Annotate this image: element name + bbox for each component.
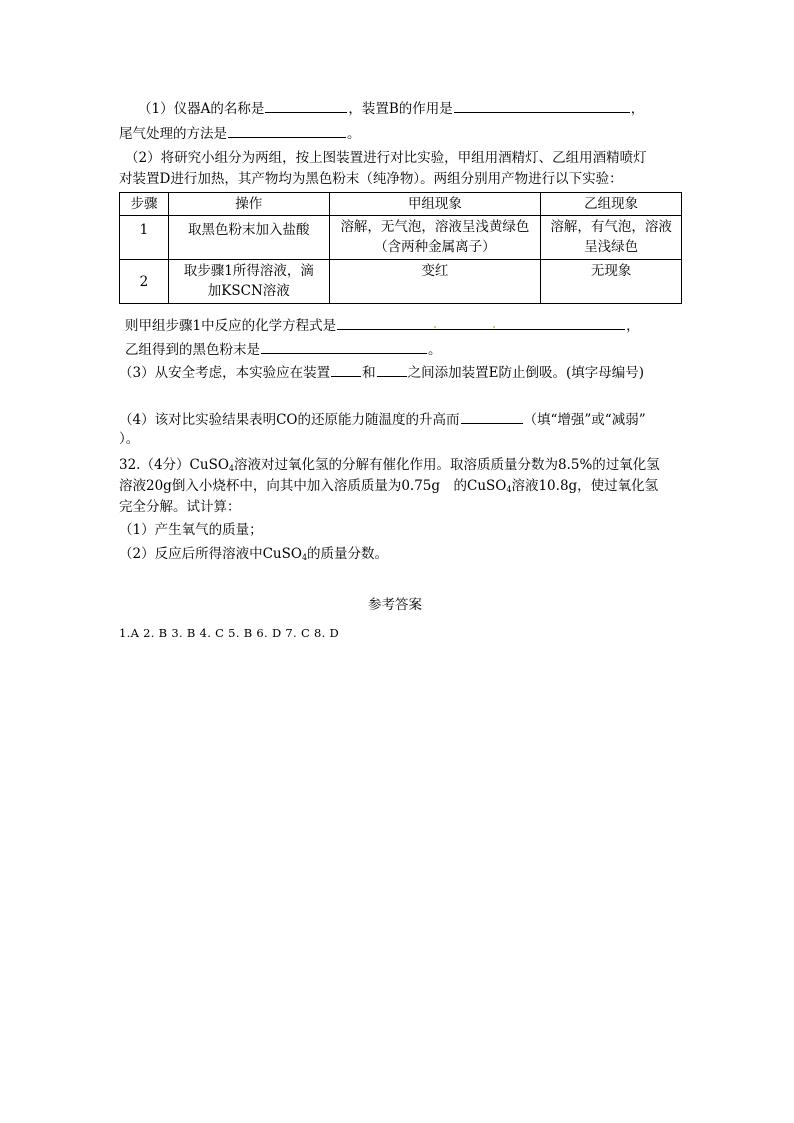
q32-sub1: （1）产生氧气的质量； xyxy=(119,522,263,538)
equation-blank[interactable] xyxy=(337,316,625,330)
row2-a-text: 变红 xyxy=(421,263,449,279)
header-group-b: 乙组现象 xyxy=(541,193,682,216)
q32-sub2-b: 的质量分数。 xyxy=(307,546,389,562)
q1-mid: ，装置B的作用是 xyxy=(348,101,453,117)
header-group-a: 甲组现象 xyxy=(329,193,541,216)
table-row xyxy=(120,216,682,260)
row2-group-b xyxy=(541,260,682,304)
q32-line2 xyxy=(119,477,658,495)
q1-end: ， xyxy=(630,101,645,117)
device-b-blank[interactable] xyxy=(454,99,630,113)
q1-line2 xyxy=(119,124,361,143)
cuso4-subscript: 4 xyxy=(506,485,512,494)
q4-text-a: （4）该对比实验结果表明CO的还原能力随温度的升高而 xyxy=(119,412,460,428)
q32-line3: 完全分解。试计算： xyxy=(119,499,241,515)
q4-line2: ）。 xyxy=(119,431,140,447)
q2-intro-line2: 对装置D进行加热，其产物均为黑色粉末（纯净物）。两组分别用产物进行以下实验： xyxy=(119,171,623,187)
q2-powder-line xyxy=(125,340,442,359)
q32-line1 xyxy=(119,456,660,474)
row1-b-line2: 呈浅绿色 xyxy=(584,239,639,255)
q32-sub2 xyxy=(119,545,388,563)
device-second-blank[interactable] xyxy=(377,363,407,377)
answers-list: 1.A 2. B 3. B 4. C 5. B 6. D 7. C 8. D xyxy=(119,626,340,640)
device-first-blank[interactable] xyxy=(331,363,361,377)
experiment-table xyxy=(119,192,682,304)
q2-powder-end: 。 xyxy=(428,342,442,358)
table-row xyxy=(120,260,682,304)
q2-powder-label: 乙组得到的黑色粉末是 xyxy=(125,342,260,358)
q2-equation-line xyxy=(125,316,640,335)
row2-b-text: 无现象 xyxy=(590,263,632,279)
row2-step-text: 2 xyxy=(139,274,149,290)
q32-line1-b: 溶液对过氧化氢的分解有催化作用。取溶质质量分数为8.5%的过氧化氢 xyxy=(234,457,660,473)
q32-line2-a: 溶液20g倒入小烧杯中，向其中加入溶质质量为0.75g 的CuSO xyxy=(119,478,507,494)
row1-b-line1: 溶解，有气泡，溶液 xyxy=(550,219,672,235)
tail-gas-blank[interactable] xyxy=(228,124,346,138)
q1-line2-end: 。 xyxy=(347,126,361,142)
row1-op-text: 取黑色粉末加入盐酸 xyxy=(188,222,310,238)
q32-line2-b: 溶液10.8g，使过氧化氢 xyxy=(511,478,659,494)
row2-op xyxy=(168,260,329,304)
q32-line1-a: 32.（4分）CuSO xyxy=(119,457,229,473)
answers-title: 参考答案 xyxy=(368,597,422,613)
row2-group-a xyxy=(329,260,541,304)
table-header-row xyxy=(120,193,682,216)
row1-group-b xyxy=(541,216,682,260)
q1-label: （1）仪器A的名称是 xyxy=(138,101,265,117)
q4-line1 xyxy=(119,410,646,429)
header-operation: 操作 xyxy=(168,193,329,216)
cuso4-subscript: 4 xyxy=(228,464,234,473)
header-step: 步骤 xyxy=(120,193,169,216)
row1-a-line2: （含两种金属离子） xyxy=(374,239,496,255)
cuso4-subscript: 4 xyxy=(301,553,308,562)
reduction-ability-blank[interactable] xyxy=(461,410,523,424)
row1-group-a xyxy=(329,216,541,260)
q32-sub2-a: （2）反应后所得溶液中CuSO xyxy=(119,546,302,562)
row1-step-text: 1 xyxy=(139,222,149,238)
speck-mark xyxy=(493,326,495,328)
row1-a-line1: 溶解，无气泡，溶液呈浅黄绿色 xyxy=(340,219,530,235)
row2-step xyxy=(120,260,169,304)
q4-text-b: （填“增强”或“减弱” xyxy=(523,412,646,428)
q2-equation-end: ， xyxy=(626,318,640,334)
instrument-a-blank[interactable] xyxy=(265,99,347,113)
row1-step xyxy=(120,216,169,260)
q1-line1 xyxy=(138,99,644,118)
q3-text-c: 之间添加装置E防止倒吸。(填字母编号) xyxy=(407,365,644,381)
black-powder-blank[interactable] xyxy=(261,340,427,354)
q2-equation-label: 则甲组步骤1中反应的化学方程式是 xyxy=(125,318,337,334)
row2-op-line1: 取步骤1所得溶液，滴 xyxy=(183,263,314,279)
q3-line xyxy=(119,363,644,382)
q3-text-a: （3）从安全考虑，本实验应在装置 xyxy=(119,365,331,381)
q1-line2-text: 尾气处理的方法是 xyxy=(119,126,227,142)
q2-intro-line1: （2）将研究小组分为两组，按上图装置进行对比实验，甲组用酒精灯、乙组用酒精喷灯 xyxy=(125,150,647,166)
row2-op-line2: 加KSCN溶液 xyxy=(207,283,290,299)
q3-text-b: 和 xyxy=(362,365,376,381)
speck-mark xyxy=(434,326,436,328)
row1-op xyxy=(168,216,329,260)
